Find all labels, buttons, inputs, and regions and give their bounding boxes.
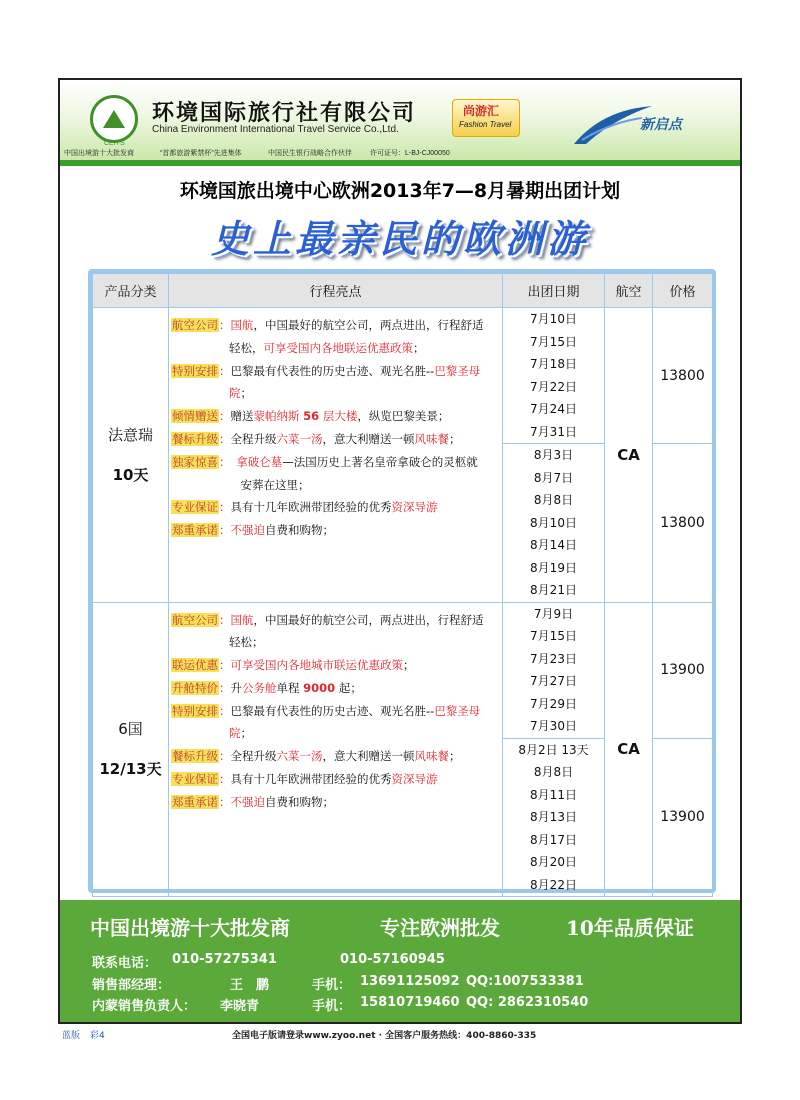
departure-date: 8月22日	[530, 877, 577, 892]
highlight-tag: 特别安排	[172, 363, 218, 378]
tag-colon: ：	[219, 794, 231, 809]
highlight-text: ；	[449, 749, 461, 764]
tag-colon: ：	[219, 680, 231, 695]
category-duration: 12/13天	[99, 760, 162, 779]
departure-date: 8月13日	[530, 810, 577, 824]
logo-tag: CEITS	[104, 140, 125, 147]
highlight-text: 全程升级	[230, 431, 277, 446]
schedule-table	[92, 273, 713, 897]
price: 13800	[653, 444, 713, 603]
highlight-text: 56	[303, 409, 320, 424]
departure-date: 8月14日	[530, 538, 577, 552]
departure-dates	[503, 738, 605, 897]
highlight-text: 轻松，	[229, 340, 264, 355]
departure-date: 7月15日	[530, 334, 577, 349]
category-name: 法意瑞	[107, 425, 153, 444]
footer-slogan: 10年品质保证	[566, 916, 694, 940]
company-name-en: China Environment International Travel Service Co.,Ltd.	[152, 124, 399, 135]
highlight-line	[171, 382, 498, 405]
highlight-text: 风味餐	[414, 749, 449, 764]
bottom-notice: 全国电子版请登录www.zyoo.net · 全国客户服务热线：400-8860-335	[232, 1031, 537, 1041]
highlight-text: 可享受国内各地城市联运优惠政策	[230, 658, 403, 673]
highlight-tag: 专业保证	[172, 772, 218, 787]
table-row	[93, 308, 713, 444]
departure-date: 8月10日	[530, 515, 577, 530]
departure-date: 8月3日	[533, 448, 574, 462]
brand-name-cn: 尚游汇	[463, 104, 500, 118]
subline-item: 中国出境游十大批发商	[64, 150, 134, 157]
highlight-text: 国航	[230, 612, 254, 627]
highlight-text: 巴黎圣母	[434, 703, 481, 718]
highlight-text: 资深导游	[391, 772, 438, 787]
header-divider	[60, 160, 740, 166]
highlight-line	[171, 722, 498, 745]
highlight-line	[171, 428, 498, 451]
subline-item: 中国民生银行战略合作伙伴	[268, 150, 352, 157]
departure-date: 8月8日	[533, 493, 574, 507]
subline-item: 许可证号：L-BJ-CJ00050	[370, 150, 450, 157]
departure-date: 7月15日	[530, 629, 577, 643]
tag-colon: ：	[219, 612, 231, 627]
departure-date: 7月29日	[530, 696, 577, 711]
im-name: 李晓青	[220, 999, 260, 1014]
highlight-text: 拿破仑墓	[224, 454, 283, 469]
highlight-line	[171, 745, 498, 768]
tag-colon: ：	[219, 772, 231, 787]
highlight-line	[171, 451, 498, 474]
schedule-table-frame	[88, 269, 716, 893]
fashion-travel-logo	[452, 99, 520, 137]
highlight-line	[171, 700, 498, 723]
departure-date: 8月20日	[530, 855, 577, 869]
page-number: 彩4	[90, 1031, 105, 1041]
highlight-line	[171, 677, 498, 700]
tag-colon: ：	[219, 658, 231, 673]
airline: CA	[605, 308, 653, 603]
departure-date: 7月27日	[530, 674, 577, 688]
price: 13800	[653, 308, 713, 444]
column-header: 出团日期	[503, 274, 605, 308]
departure-date: 8月21日	[530, 583, 577, 597]
highlight-line	[171, 337, 498, 360]
im-label: 内蒙销售负责人：	[92, 999, 197, 1014]
subline-item: “首都旅游紫禁杯”先进集体	[160, 150, 242, 157]
mobile-label: 手机：	[312, 978, 352, 993]
highlight-line	[171, 768, 498, 791]
highlight-text: ；	[240, 726, 252, 741]
highlight-text: ；	[403, 658, 415, 673]
column-header: 行程亮点	[169, 274, 503, 308]
highlight-text: 具有十几年欧洲带团经验的优秀	[230, 500, 392, 515]
highlight-line	[171, 631, 498, 654]
departure-date: 8月7日	[533, 470, 574, 485]
departure-date: 8月2日 13天	[518, 742, 589, 757]
highlight-text: 9000	[303, 680, 336, 695]
highlight-text: 蒙帕纳斯	[253, 409, 304, 424]
highlight-text: 自费和购物；	[265, 523, 334, 538]
highlight-text: 院	[229, 386, 241, 401]
highlight-text: 赠送	[230, 409, 254, 424]
tag-colon: ：	[219, 431, 231, 446]
highlight-text: —法国历史上著名皇帝拿破仑的灵柩就	[282, 454, 478, 469]
highlight-tag: 倾情赠送	[172, 409, 218, 424]
highlight-tag: 郑重承诺	[172, 794, 218, 809]
manager-label: 销售部经理：	[92, 978, 171, 993]
product-category	[93, 602, 169, 897]
phone-label: 联系电话：	[92, 956, 158, 971]
airline: CA	[605, 602, 653, 897]
highlight-text: ，中国最好的航空公司，两点进出，行程舒适	[253, 318, 484, 332]
company-name-cn: 环境国际旅行社有限公司	[152, 101, 417, 126]
tag-colon: ：	[219, 749, 231, 764]
highlight-tag: 独家惊喜	[172, 454, 218, 469]
highlight-text: 六菜一汤	[276, 749, 323, 764]
departure-dates	[503, 444, 605, 603]
headline-slogan: 史上最亲民的欧洲游	[210, 217, 589, 261]
tag-colon: ：	[219, 703, 231, 718]
highlight-line	[171, 405, 498, 428]
highlight-text: 巴黎最有代表性的历史古迹、观光名胜--	[230, 703, 435, 718]
highlight-text: ，中国最好的航空公司，两点进出，行程舒适	[253, 612, 484, 627]
departure-dates	[503, 602, 605, 738]
highlight-line	[171, 496, 498, 519]
highlight-text: ；	[449, 431, 461, 446]
brand-name-en: Fashion Travel	[459, 120, 512, 129]
column-header: 产品分类	[93, 274, 169, 308]
price: 13900	[653, 602, 713, 738]
highlight-tag: 联运优惠	[172, 658, 218, 673]
highlight-text: 不强迫	[230, 523, 265, 538]
tag-colon: ：	[219, 454, 225, 469]
highlight-line	[171, 314, 498, 337]
highlight-text: 全程升级	[230, 749, 277, 764]
im-qq: QQ: 2862310540	[466, 995, 589, 1010]
highlight-tag: 升舱特价	[172, 680, 218, 695]
highlight-text: 风味餐	[414, 431, 449, 446]
product-category	[93, 308, 169, 603]
column-header: 价格	[653, 274, 713, 308]
category-duration: 10天	[112, 465, 149, 484]
highlight-text: 不强迫	[230, 794, 265, 809]
highlight-text: 院	[229, 726, 241, 741]
highlight-line	[171, 519, 498, 542]
tag-colon: ：	[219, 523, 231, 538]
footer-slogan: 中国出境游十大批发商	[90, 916, 290, 940]
tag-colon: ：	[219, 318, 231, 332]
departure-date: 7月18日	[530, 357, 577, 371]
highlight-text: ，意大利赠送一顿	[322, 431, 415, 446]
table-header-row	[93, 274, 713, 308]
price: 13900	[653, 738, 713, 897]
highlight-text: 巴黎圣母	[434, 363, 481, 378]
highlight-text: 具有十几年欧洲带团经验的优秀	[230, 772, 392, 787]
highlight-text: 安葬在这里；	[229, 477, 310, 492]
itinerary-highlights	[169, 602, 503, 897]
highlight-tag: 餐标升级	[172, 749, 218, 764]
manager-qq: QQ:1007533381	[466, 974, 584, 989]
category-name: 6国	[118, 720, 143, 739]
highlight-text: 单程	[276, 680, 304, 695]
highlight-text: 层大楼	[319, 409, 358, 424]
departure-date: 7月23日	[530, 651, 577, 666]
departure-date: 7月31日	[530, 424, 577, 439]
manager-name: 王 鹏	[230, 978, 270, 993]
highlight-line	[171, 609, 498, 632]
departure-date: 7月10日	[530, 312, 577, 326]
highlight-text: ，纵览巴黎美景；	[357, 409, 450, 424]
partner-mark: 新启点	[640, 117, 682, 133]
phone-number: 010-57275341	[172, 952, 277, 967]
footer-panel	[60, 900, 740, 1022]
highlight-tag: 专业保证	[172, 500, 218, 515]
highlight-tag: 特别安排	[172, 703, 218, 718]
departure-date: 8月8日	[533, 765, 574, 779]
departure-date: 7月30日	[530, 719, 577, 733]
highlight-line	[171, 360, 498, 383]
departure-date: 8月11日	[530, 787, 577, 802]
tag-colon: ：	[219, 500, 231, 515]
highlight-text: 升	[230, 680, 242, 695]
departure-date: 7月24日	[530, 402, 577, 416]
page-title: 环境国旅出境中心欧洲2013年7—8月暑期出团计划	[179, 180, 621, 202]
highlight-text: 国航	[230, 318, 254, 332]
im-mobile: 15810719460	[360, 995, 460, 1010]
highlight-text: ；	[240, 386, 252, 401]
itinerary-highlights	[169, 308, 503, 603]
highlight-text: 巴黎最有代表性的历史古迹、观光名胜--	[230, 363, 435, 378]
highlight-line	[171, 474, 498, 497]
highlight-tag: 航空公司	[172, 612, 218, 627]
departure-date: 7月22日	[530, 379, 577, 394]
tag-colon: ：	[219, 363, 231, 378]
phone-number: 010-57160945	[340, 952, 445, 967]
highlight-text: 公务舱	[242, 680, 277, 695]
highlight-text: 资深导游	[391, 500, 438, 515]
highlight-tag: 餐标升级	[172, 431, 218, 446]
departure-date: 7月9日	[533, 606, 574, 621]
edition-label: 蓝版	[62, 1031, 81, 1041]
manager-mobile: 13691125092	[360, 974, 460, 989]
highlight-tag: 郑重承诺	[172, 523, 218, 538]
highlight-line	[171, 791, 498, 814]
departure-date: 8月17日	[530, 832, 577, 847]
highlight-text: ；	[413, 340, 425, 355]
footer-slogan: 专注欧洲批发	[380, 916, 500, 940]
highlight-text: ，意大利赠送一顿	[322, 749, 415, 764]
highlight-tag: 航空公司	[172, 318, 218, 332]
highlight-text: 六菜一汤	[276, 431, 323, 446]
departure-dates	[503, 308, 605, 444]
column-header: 航空	[605, 274, 653, 308]
highlight-text: 起；	[335, 680, 362, 695]
tag-colon: ：	[219, 409, 231, 424]
highlight-text: 可享受国内各地联运优惠政策	[263, 340, 413, 355]
highlight-text: 自费和购物；	[265, 794, 334, 809]
highlight-line	[171, 654, 498, 677]
departure-date: 8月19日	[530, 560, 577, 575]
highlight-text: 轻松；	[229, 635, 264, 650]
company-logo-icon	[90, 95, 138, 143]
table-row	[93, 602, 713, 738]
mobile-label: 手机：	[312, 999, 352, 1014]
